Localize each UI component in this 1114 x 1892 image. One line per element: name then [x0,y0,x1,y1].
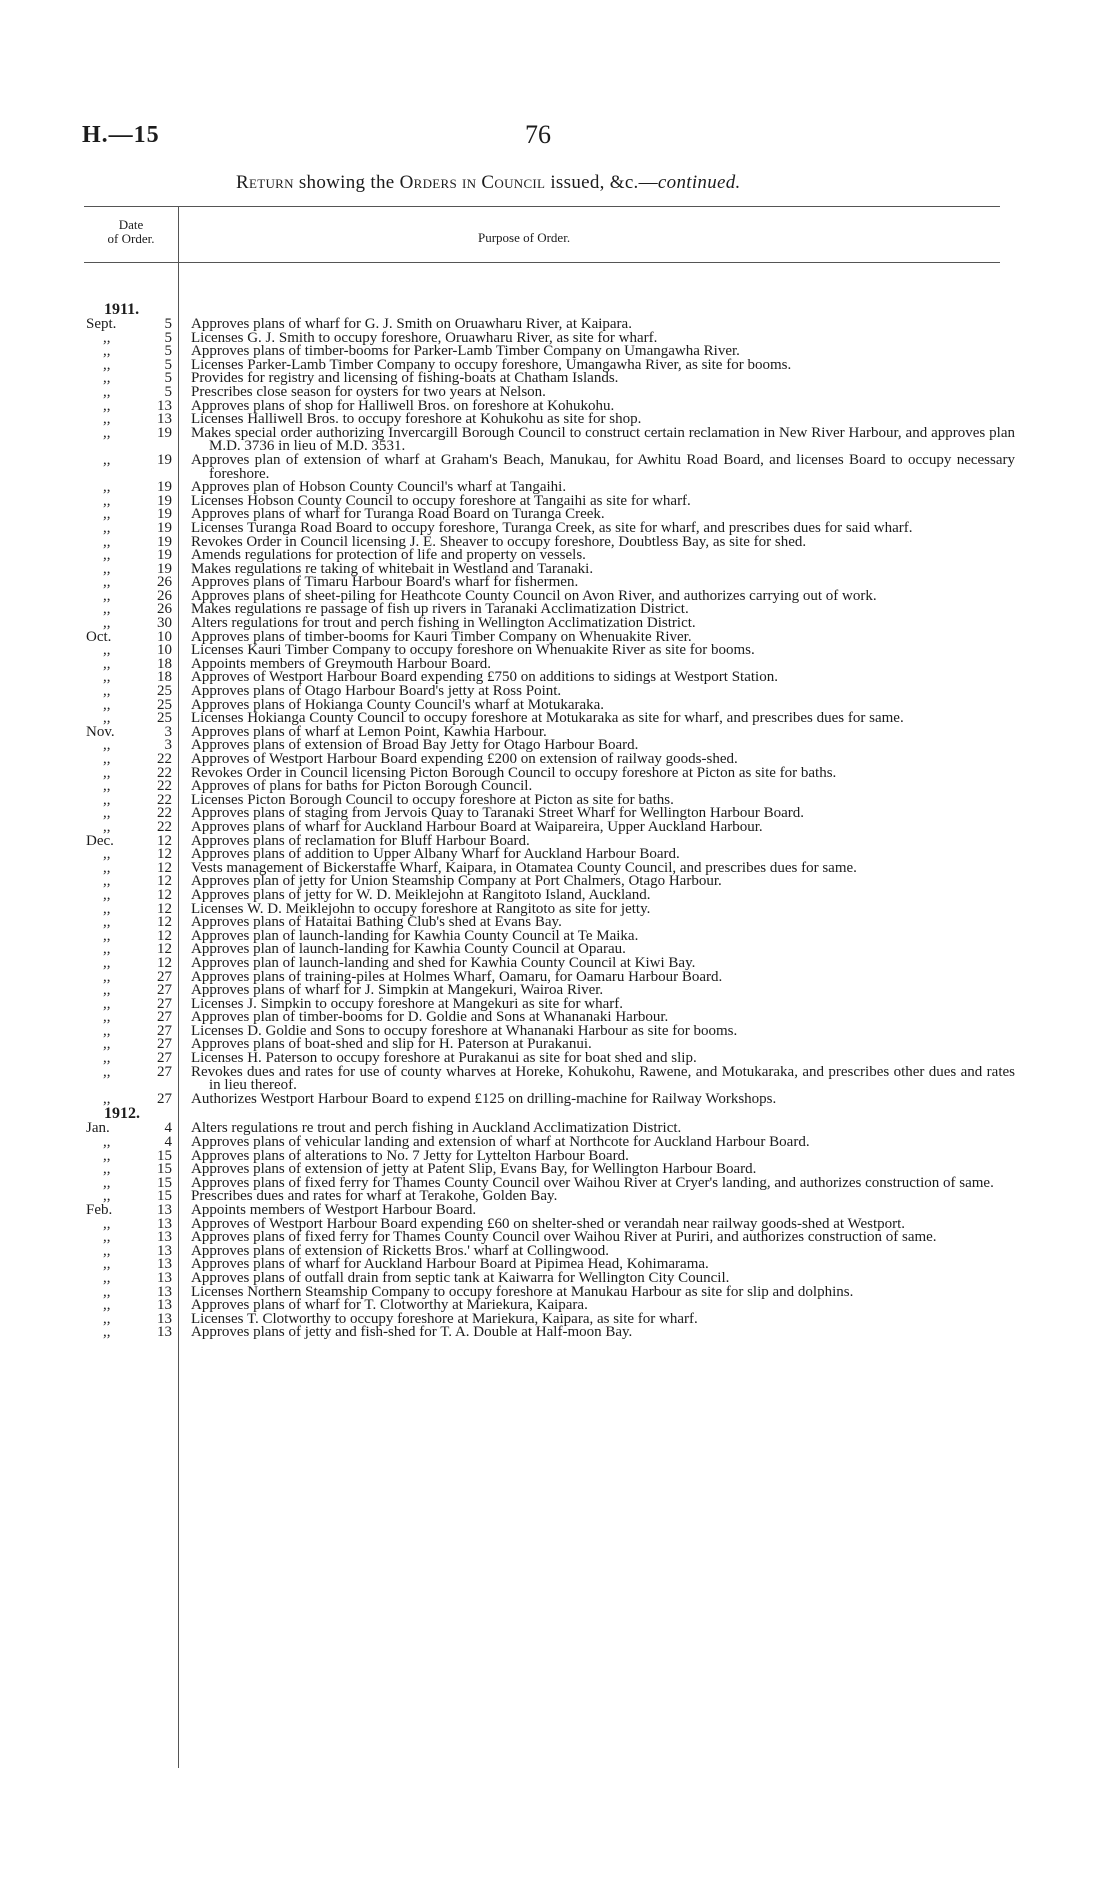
order-day: 15 [157,1161,172,1178]
order-purpose: Licenses Parker-Lamb Timber Company to occupy foreshore, Umangawha River, as site for booms. [191,356,792,373]
order-day: 5 [164,356,172,373]
caption-orders: Orders in Council [399,172,546,193]
order-purpose: Approves plans of boat-shed and slip for H. Paterson at Purakanui. [191,1036,592,1053]
order-purpose: Approves plan of launch-landing for Kawhia County Council at Te Maika. [191,927,639,944]
order-purpose: Licenses J. Simpkin to occupy foreshore at Mangekuri as site for wharf. [191,995,623,1012]
order-month: ,, [103,818,111,835]
caption-issued: issued, &c.— [545,172,658,193]
order-day: 12 [157,859,172,876]
order-day: 5 [164,383,172,400]
order-month: ,, [103,1324,111,1341]
order-day: 10 [157,642,172,659]
order-purpose: Approves plans of wharf for Auckland Harbour Board at Waipareira, Upper Auckland Harbour. [191,818,763,835]
order-purpose: Approves of Westport Harbour Board expending £750 on additions to sidings at Westport Station. [191,669,778,686]
order-month: ,, [103,683,111,700]
order-month: ,, [103,356,111,373]
order-purpose: Approves plans of timber-booms for Kauri Timber Company on Whenuakite River. [191,628,692,645]
order-month: ,, [103,1283,111,1300]
order-month: ,, [103,533,111,550]
order-purpose: Approves plans of Otago Harbour Board's jetty at Ross Point. [191,683,562,700]
order-purpose: Revokes Order in Council licensing Picton Borough Council to occupy foreshore at Picton as site for baths. [191,764,837,781]
order-day: 19 [157,547,172,564]
order-day: 27 [157,1036,172,1053]
order-day: 12 [157,954,172,971]
order-month: ,, [103,982,111,999]
column-header-date [84,218,178,246]
order-month: ,, [103,547,111,564]
order-purpose: Approves plans of wharf for Auckland Harbour Board at Pipimea Head, Kohimarama. [191,1256,709,1273]
order-day: 22 [157,818,172,835]
table-row [84,1063,1015,1094]
table-row [84,1326,1000,1340]
order-day: 15 [157,1147,172,1164]
order-month: ,, [103,968,111,985]
order-purpose: Licenses D. Goldie and Sons to occupy foreshore at Whananaki Harbour as site for booms. [191,1022,738,1039]
order-day: 27 [157,1050,172,1067]
order-month: ,, [103,900,111,917]
order-purpose: Approves plans of extension of Broad Bay Jetty for Otago Harbour Board. [191,737,639,754]
order-day: 10 [157,628,172,645]
order-day: 4 [164,1120,172,1137]
order-month: ,, [103,1242,111,1259]
order-day: 22 [157,791,172,808]
order-purpose: Approves plans of shop for Halliwell Bros. on foreshore at Kohukohu. [191,397,615,414]
order-day: 26 [157,601,172,618]
order-purpose: Licenses Hokianga County Council to occupy foreshore at Motukaraka as site for wharf, and prescribes dues for same. [191,710,904,727]
order-day: 13 [157,1202,172,1218]
order-day: 15 [157,1174,172,1191]
order-day: 19 [157,451,172,468]
order-purpose: Alters regulations for trout and perch fishing in Wellington Acclimatization District. [191,615,696,632]
order-month: ,, [103,1090,111,1107]
order-day: 19 [157,479,172,496]
order-day: 13 [157,411,172,428]
order-month: Nov. [86,723,115,740]
order-day: 22 [157,778,172,795]
order-purpose: Appoints members of Greymouth Harbour Board. [191,655,491,672]
order-day: 3 [164,737,172,754]
order-purpose: Licenses Northern Steamship Company to occupy foreshore at Manukau Harbour as site for slip and dolphins. [191,1283,854,1300]
order-month: ,, [103,995,111,1012]
order-purpose: Approves plans of staging from Jervois Quay to Taranaki Street Wharf for Wellington Harbour Board. [191,805,805,822]
order-purpose: Approves plans of Hataitai Bathing Club's shed at Evans Bay. [191,914,562,931]
column-header-purpose: Purpose of Order. [478,230,571,245]
order-day: 19 [157,424,172,441]
order-purpose: Approves plans of Timaru Harbour Board's wharf for fishermen. [191,574,579,591]
order-month: ,, [103,1256,111,1273]
order-day: 5 [164,343,172,360]
order-purpose: Approves plans of jetty and fish-shed for T. A. Double at Half-moon Bay. [191,1324,633,1341]
order-purpose: Approves plans of wharf for Turanga Road Board on Turanga Creek. [191,506,605,523]
order-purpose: Approves plan of Hobson County Council's wharf at Tangaihi. [191,479,567,496]
column-header-date-line1: Date [118,217,144,232]
order-month: Sept. [86,316,117,332]
order-day: 19 [157,506,172,523]
order-month: ,, [103,370,111,387]
order-month: ,, [103,519,111,536]
order-day: 19 [157,533,172,550]
order-purpose: Approves plans of wharf for G. J. Smith on Oruawharu River, at Kaipara. [191,316,632,332]
order-purpose: Approves plans of outfall drain from septic tank at Kaiwarra for Wellington City Council. [191,1269,730,1286]
order-day: 13 [157,1310,172,1327]
order-month: Dec. [86,832,114,849]
order-day: 25 [157,696,172,713]
order-month: ,, [103,1147,111,1164]
order-month: ,, [103,846,111,863]
caption-showing: showing the [293,172,400,193]
order-purpose: Licenses Kauri Timber Company to occupy foreshore on Whenuakite River as site for booms. [191,642,755,659]
order-month: ,, [103,655,111,672]
order-purpose: Approves plans of alterations to No. 7 Jetty for Lyttelton Harbour Board. [191,1147,629,1164]
order-month: Feb. [86,1202,113,1218]
order-day: 12 [157,846,172,863]
order-day: 13 [157,1269,172,1286]
order-day: 5 [164,329,172,346]
order-purpose: Prescribes close season for oysters for two years at Nelson. [191,383,546,400]
order-purpose: Approves plan of timber-booms for D. Goldie and Sons at Whananaki Harbour. [191,1009,669,1026]
order-day: 27 [157,982,172,999]
order-month: ,, [103,601,111,618]
order-day: 12 [157,927,172,944]
order-purpose: Approves plan of launch-landing and shed for Kawhia County Council at Kiwi Bay. [191,954,696,971]
order-day: 25 [157,683,172,700]
order-month: Jan. [86,1120,110,1137]
order-purpose: Approves plans of vehicular landing and extension of wharf at Northcote for Auckland Harbour Board. [191,1134,810,1151]
order-day: 12 [157,900,172,917]
order-purpose: Makes regulations re passage of fish up rivers in Taranaki Acclimatization District. [191,601,689,618]
order-purpose: Approves plans of sheet-piling for Heathcote County Council on Avon River, and authorizes carrying out of work. [191,587,877,604]
order-day: 13 [157,1297,172,1314]
order-month: ,, [103,343,111,360]
order-purpose: Approves plans of jetty for W. D. Meiklejohn at Rangitoto Island, Auckland. [191,886,651,903]
order-purpose: Approves plans of wharf at Lemon Point, Kawhia Harbour. [191,723,547,740]
caption-continued: continued. [657,172,741,193]
order-day: 27 [157,995,172,1012]
order-day: 30 [157,615,172,632]
order-day: 4 [164,1134,172,1151]
orders-table [84,301,1015,1341]
order-month: ,, [103,1269,111,1286]
order-month: ,, [103,710,111,727]
order-purpose: Approves plans of training-piles at Holmes Wharf, Oamaru, for Oamaru Harbour Board. [191,968,723,985]
order-day: 27 [157,1009,172,1026]
order-month: ,, [103,1022,111,1039]
order-month: ,, [103,506,111,523]
order-purpose: Licenses H. Paterson to occupy foreshore at Purakanui as site for boat shed and slip. [191,1050,697,1067]
table-row [84,451,1015,482]
order-purpose: Licenses Hobson County Council to occupy foreshore at Tangaihi as site for wharf. [191,492,691,509]
order-month: ,, [103,778,111,795]
order-month: ,, [103,1215,111,1232]
order-month: ,, [103,954,111,971]
year-label: 1911. [104,301,140,318]
order-day: 27 [157,1022,172,1039]
order-month: ,, [103,1297,111,1314]
order-purpose: Prescribes dues and rates for wharf at Terakohe, Golden Bay. [191,1188,558,1205]
order-month: ,, [103,669,111,686]
order-day: 13 [157,1242,172,1259]
order-day: 3 [164,723,172,740]
order-month: ,, [103,615,111,632]
order-month: ,, [103,451,111,468]
order-month: ,, [103,791,111,808]
order-purpose: Approves of Westport Harbour Board expending £200 on extension of railway goods-shed. [191,751,738,767]
order-purpose: Licenses T. Clotworthy to occupy foreshore at Mariekura, Kaipara, as site for wharf. [191,1310,698,1327]
order-day: 18 [157,669,172,686]
order-purpose: Licenses Turanga Road Board to occupy foreshore, Turanga Creek, as site for wharf, and prescribes dues for said wharf. [191,519,913,536]
page-number: 76 [525,120,551,149]
order-purpose: Appoints members of Westport Harbour Board. [191,1202,477,1218]
order-month: ,, [103,1310,111,1327]
header-bottom-rule [84,262,1000,263]
order-purpose: Approves plans of extension of jetty at Patent Slip, Evans Bay, for Wellington Harbour Board. [191,1161,757,1178]
document-reference: H.—15 [82,122,160,148]
order-purpose: Alters regulations re trout and perch fishing in Auckland Acclimatization District. [191,1120,682,1137]
order-purpose: Approves plans of extension of Ricketts Bros.' wharf at Collingwood. [191,1242,610,1259]
order-month: ,, [103,383,111,400]
order-month: ,, [103,941,111,958]
order-day: 19 [157,492,172,509]
order-month: ,, [103,1063,111,1080]
order-month: ,, [103,397,111,414]
order-purpose: Approves plans of timber-booms for Parker-Lamb Timber Company on Umangawha River. [191,343,740,360]
order-day: 12 [157,941,172,958]
order-day: 22 [157,751,172,767]
order-purpose: Licenses G. J. Smith to occupy foreshore, Oruawharu River, as site for wharf. [191,329,658,346]
order-day: 26 [157,574,172,591]
caption-return: Return [236,172,294,193]
order-day: 13 [157,1256,172,1273]
order-purpose: Approves plans of fixed ferry for Thames County Council over Waihou River at Cryer's landing, and authorizes construction of same. [191,1174,994,1191]
order-day: 13 [157,1324,172,1341]
order-day: 12 [157,832,172,849]
column-header-date-line2: of Order. [107,231,155,246]
order-purpose: Provides for registry and licensing of fishing-boats at Chatham Islands. [191,370,619,387]
order-month: ,, [103,886,111,903]
order-month: ,, [103,927,111,944]
order-purpose: Approves plan of jetty for Union Steamship Company at Port Chalmers, Otago Harbour. [191,873,722,890]
table-row [84,1090,1000,1107]
order-month: ,, [103,696,111,713]
order-purpose: Approves of Westport Harbour Board expending £60 on shelter-shed or verandah near railway goods-shed at Westport. [191,1215,906,1232]
order-day: 27 [157,1090,172,1107]
order-day: 12 [157,914,172,931]
order-purpose: Licenses Halliwell Bros. to occupy foreshore at Kohukohu as site for shop. [191,411,642,428]
order-month: ,, [103,1134,111,1151]
order-month: ,, [103,587,111,604]
order-purpose: Revokes Order in Council licensing J. E. Sheaver to occupy foreshore, Doubtless Bay, as site for shed. [191,533,807,550]
order-purpose: Makes special order authorizing Invercargill Borough Council to construct certain reclamation in New River Harbour, and approves plan M.D. 3736 in lieu of M.D. 3531. [191,424,1015,455]
order-month: ,, [103,1036,111,1053]
table-row [84,424,1015,455]
order-purpose: Approves plan of launch-landing for Kawhia County Council at Oparau. [191,941,626,958]
order-day: 19 [157,560,172,577]
order-day: 19 [157,519,172,536]
order-day: 13 [157,397,172,414]
order-month: ,, [103,805,111,822]
order-month: ,, [103,642,111,659]
order-day: 5 [164,316,172,332]
order-month: ,, [103,751,111,767]
order-purpose: Amends regulations for protection of life and property on vessels. [191,547,586,564]
order-month: ,, [103,873,111,890]
order-month: ,, [103,329,111,346]
order-purpose: Approves plans of Hokianga County Council's wharf at Motukaraka. [191,696,605,713]
order-purpose: Vests management of Bickerstaffe Wharf, Kaipara, in Otamatea County Council, and prescribes dues for same. [191,859,857,876]
header-top-rule [84,206,1000,207]
order-day: 26 [157,587,172,604]
order-day: 5 [164,370,172,387]
order-day: 15 [157,1188,172,1205]
order-day: 13 [157,1215,172,1232]
order-day: 18 [157,655,172,672]
order-month: ,, [103,560,111,577]
order-purpose: Licenses Picton Borough Council to occupy foreshore at Picton as site for baths. [191,791,674,808]
order-month: Oct. [86,628,112,645]
order-month: ,, [103,1229,111,1246]
year-label: 1912. [104,1105,140,1123]
order-month: ,, [103,1050,111,1067]
order-purpose: Approves plans of fixed ferry for Thames County Council over Waihou River at Puriri, and authorizes construction of same. [191,1229,937,1246]
order-day: 22 [157,805,172,822]
order-purpose: Approves plans of wharf for J. Simpkin at Mangekuri, Wairoa River. [191,982,604,999]
order-day: 12 [157,873,172,890]
order-day: 27 [157,1063,172,1080]
order-month: ,, [103,764,111,781]
order-month: ,, [103,1009,111,1026]
order-purpose: Licenses W. D. Meiklejohn to occupy foreshore at Rangitoto as site for jetty. [191,900,651,917]
order-day: 13 [157,1283,172,1300]
order-day: 13 [157,1229,172,1246]
order-month: ,, [103,1161,111,1178]
order-month: ,, [103,574,111,591]
order-month: ,, [103,737,111,754]
order-day: 27 [157,968,172,985]
table-caption [236,172,741,194]
order-month: ,, [103,914,111,931]
order-purpose: Approves plans of wharf for T. Clotworthy at Mariekura, Kaipara. [191,1297,588,1314]
order-month: ,, [103,479,111,496]
order-purpose: Authorizes Westport Harbour Board to expend £125 on drilling-machine for Railway Workshops. [191,1090,777,1107]
order-purpose: Makes regulations re taking of whitebait in Westland and Taranaki. [191,560,594,577]
order-purpose: Approves plans of addition to Upper Albany Wharf for Auckland Harbour Board. [191,846,680,863]
order-purpose: Approves plans of reclamation for Bluff Harbour Board. [191,832,530,849]
order-month: ,, [103,424,111,441]
order-month: ,, [103,411,111,428]
order-day: 25 [157,710,172,727]
order-day: 12 [157,886,172,903]
order-purpose: Approves of plans for baths for Picton Borough Council. [191,778,533,795]
order-month: ,, [103,492,111,509]
order-month: ,, [103,859,111,876]
order-day: 22 [157,764,172,781]
order-purpose: Revokes dues and rates for use of county wharves at Horeke, Kohukohu, Rawene, and Motukaraka, and prescribes other dues and rates in lieu thereof. [191,1063,1015,1094]
order-month: ,, [103,1174,111,1191]
order-month: ,, [103,1188,111,1205]
order-purpose: Approves plan of extension of wharf at Graham's Beach, Manukau, for Awhitu Road Board, and licenses Board to occupy necessary foreshore. [191,451,1015,482]
